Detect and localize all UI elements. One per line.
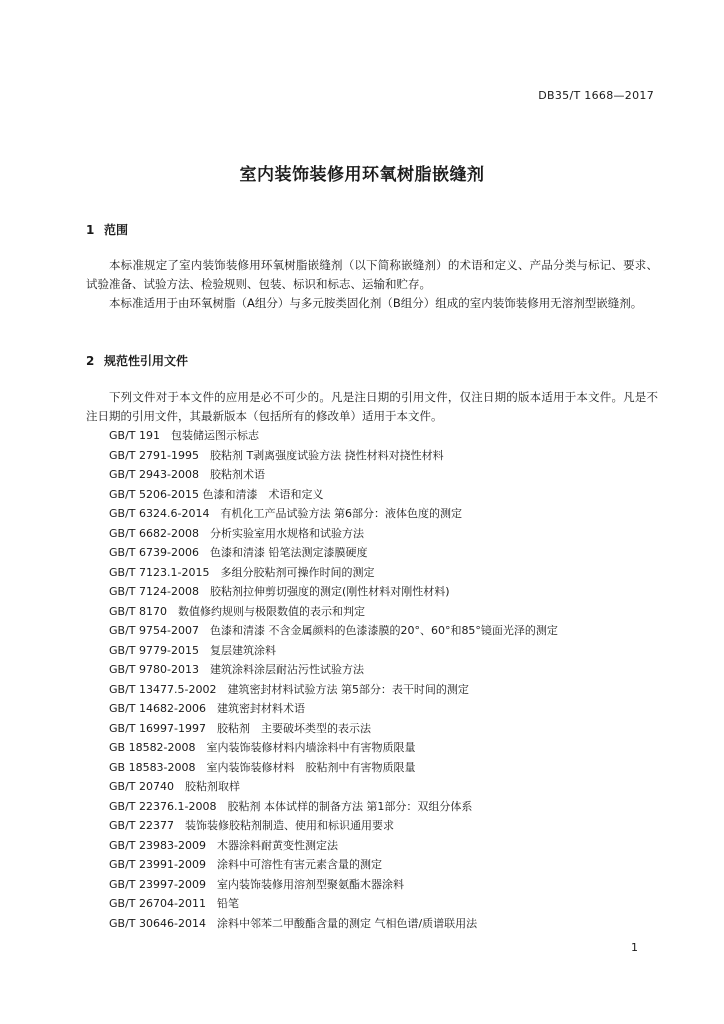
list-item: GB/T 16997-1997 胶粘剂 主要破坏类型的表示法 bbox=[109, 721, 371, 735]
section-number: 2 bbox=[86, 354, 95, 368]
list-item: GB/T 23997-2009 室内装饰装修用溶剂型聚氨酯木器涂料 bbox=[109, 877, 404, 891]
section-2-paragraph-1: 下列文件对于本文件的应用是必不可少的。凡是注日期的引用文件，仅注日期的版本适用于本文件。凡是不注日期的引用文件，其最新版本（包括所有的修改单）适用于本文件。 bbox=[86, 390, 658, 423]
list-item: GB 18583-2008 室内装饰装修材料 胶粘剂中有害物质限量 bbox=[109, 760, 416, 774]
list-item: GB/T 22376.1-2008 胶粘剂 本体试样的制备方法 第1部分：双组分体系 bbox=[109, 799, 473, 813]
list-item: GB/T 6739-2006 色漆和清漆 铅笔法测定漆膜硬度 bbox=[109, 546, 368, 559]
section-2-heading bbox=[86, 352, 188, 369]
list-item: GB/T 30646-2014 涂料中邻苯二甲酸酯含量的测定 气相色谱/质谱联用法 bbox=[109, 916, 478, 930]
list-item: GB/T 26704-2011 铅笔 bbox=[109, 897, 239, 910]
section-title: 规范性引用文件 bbox=[104, 354, 189, 368]
normative-references-list bbox=[109, 426, 558, 933]
list-item: GB/T 9754-2007 色漆和清漆 不含金属颜料的色漆漆膜的20°、60°和85°镜面光泽的测定 bbox=[109, 624, 558, 637]
list-item: GB/T 13477.5-2002 建筑密封材料试验方法 第5部分：表干时间的测定 bbox=[109, 682, 469, 696]
list-item: GB/T 2791-1995 胶粘剂 T剥离强度试验方法 挠性材料对挠性材料 bbox=[109, 448, 444, 462]
standard-code: DB35/T 1668—2017 bbox=[538, 89, 654, 102]
section-number: 1 bbox=[86, 223, 95, 237]
list-item: GB/T 9780-2013 建筑涂料涂层耐沾污性试验方法 bbox=[109, 663, 364, 676]
document-title: 室内装饰装修用环氧树脂嵌缝剂 bbox=[239, 165, 485, 185]
list-item: GB/T 5206-2015 色漆和清漆 术语和定义 bbox=[109, 487, 324, 501]
section-1-heading bbox=[86, 221, 128, 238]
list-item: GB/T 14682-2006 建筑密封材料术语 bbox=[109, 702, 305, 715]
list-item: GB/T 6682-2008 分析实验室用水规格和试验方法 bbox=[109, 526, 364, 540]
list-item: GB 18582-2008 室内装饰装修材料内墙涂料中有害物质限量 bbox=[109, 741, 416, 754]
section-1-paragraph-1: 本标准规定了室内装饰装修用环氧树脂嵌缝剂（以下简称嵌缝剂）的术语和定义、产品分类与标记、要求、试验准备、试验方法、检验规则、包装、标识和标志、运输和贮存。 bbox=[86, 258, 658, 291]
page-number: 1 bbox=[631, 941, 638, 954]
list-item: GB/T 191 包装储运图示标志 bbox=[109, 429, 259, 442]
list-item: GB/T 7124-2008 胶粘剂拉伸剪切强度的测定(刚性材料对刚性材料) bbox=[109, 585, 450, 598]
list-item: GB/T 23983-2009 木器涂料耐黄变性测定法 bbox=[109, 838, 338, 852]
list-item: GB/T 2943-2008 胶粘剂术语 bbox=[109, 468, 265, 481]
list-item: GB/T 6324.6-2014 有机化工产品试验方法 第6部分：液体色度的测定 bbox=[109, 507, 462, 520]
list-item: GB/T 8170 数值修约规则与极限数值的表示和判定 bbox=[109, 604, 365, 618]
section-1-paragraph-2: 本标准适用于由环氧树脂（A组分）与多元胺类固化剂（B组分）组成的室内装饰装修用无溶剂型嵌缝剂。 bbox=[109, 296, 643, 310]
list-item: GB/T 23991-2009 涂料中可溶性有害元素含量的测定 bbox=[109, 858, 382, 871]
list-item: GB/T 9779-2015 复层建筑涂料 bbox=[109, 643, 276, 657]
list-item: GB/T 22377 装饰装修胶粘剂制造、使用和标识通用要求 bbox=[109, 819, 394, 832]
list-item: GB/T 20740 胶粘剂取样 bbox=[109, 780, 240, 793]
section-title: 范围 bbox=[104, 223, 129, 237]
list-item: GB/T 7123.1-2015 多组分胶粘剂可操作时间的测定 bbox=[109, 565, 375, 579]
